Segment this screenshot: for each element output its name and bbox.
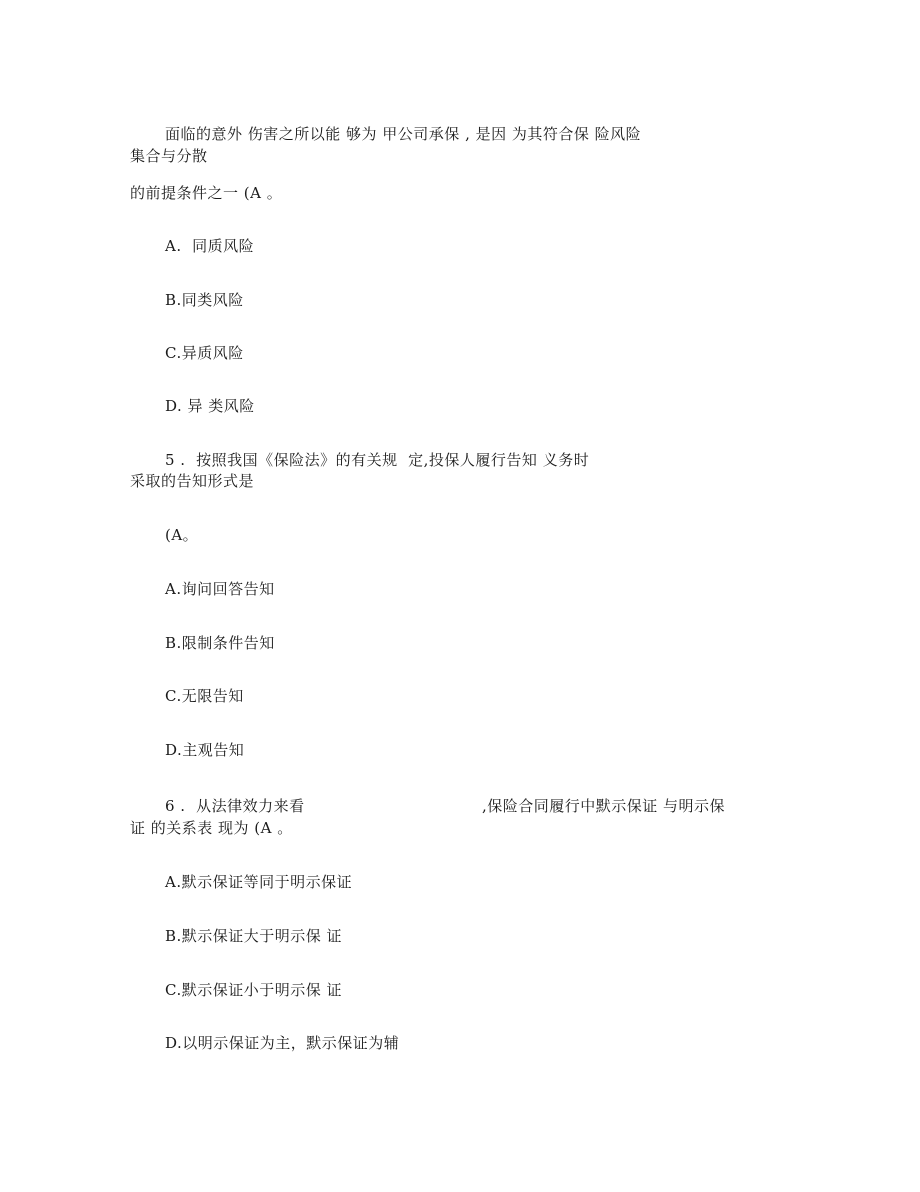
q5-option-b: B.限制条件告知 — [165, 634, 275, 652]
q4-line-1: 面临的意外 伤害之所以能 够为 甲公司承保 , 是因 为其符合保 险风险 — [165, 125, 642, 143]
q6-option-d: D.以明示保证为主，默示保证为辅 — [165, 1034, 400, 1052]
q4-option-d: D. 异 类风险 — [165, 397, 255, 415]
q6-line-2: 证 的关系表 现为 (A 。 — [130, 819, 293, 837]
q6-option-c: C.默示保证小于明示保 证 — [165, 981, 342, 999]
q5-option-d: D.主观告知 — [165, 741, 245, 759]
q5-line-1: 5 . 按照我国《保险法》的有关规 定,投保人履行告知 义务时 — [165, 451, 590, 469]
q4-option-c: C.异质风险 — [165, 344, 244, 362]
q4-option-a: A. 同质风险 — [165, 237, 255, 255]
q6-option-a: A.默示保证等同于明示保证 — [165, 873, 353, 891]
q4-line-2: 集合与分散 — [130, 147, 208, 165]
q4-option-b: B.同类风险 — [165, 291, 244, 309]
q5-line-2: 采取的告知形式是 — [130, 472, 255, 490]
q5-answer: (A。 — [165, 526, 199, 544]
q5-option-c: C.无限告知 — [165, 687, 244, 705]
q4-line-3: 的前提条件之一 (A 。 — [130, 184, 283, 202]
q6-option-b: B.默示保证大于明示保 证 — [165, 927, 343, 945]
q6-line-1-left: 6 . 从法律效力来看 — [165, 797, 305, 815]
q6-line-1-right: ,保险合同履行中默示保证 与明示保 — [482, 797, 726, 815]
q5-option-a: A.询问回答告知 — [165, 580, 275, 598]
